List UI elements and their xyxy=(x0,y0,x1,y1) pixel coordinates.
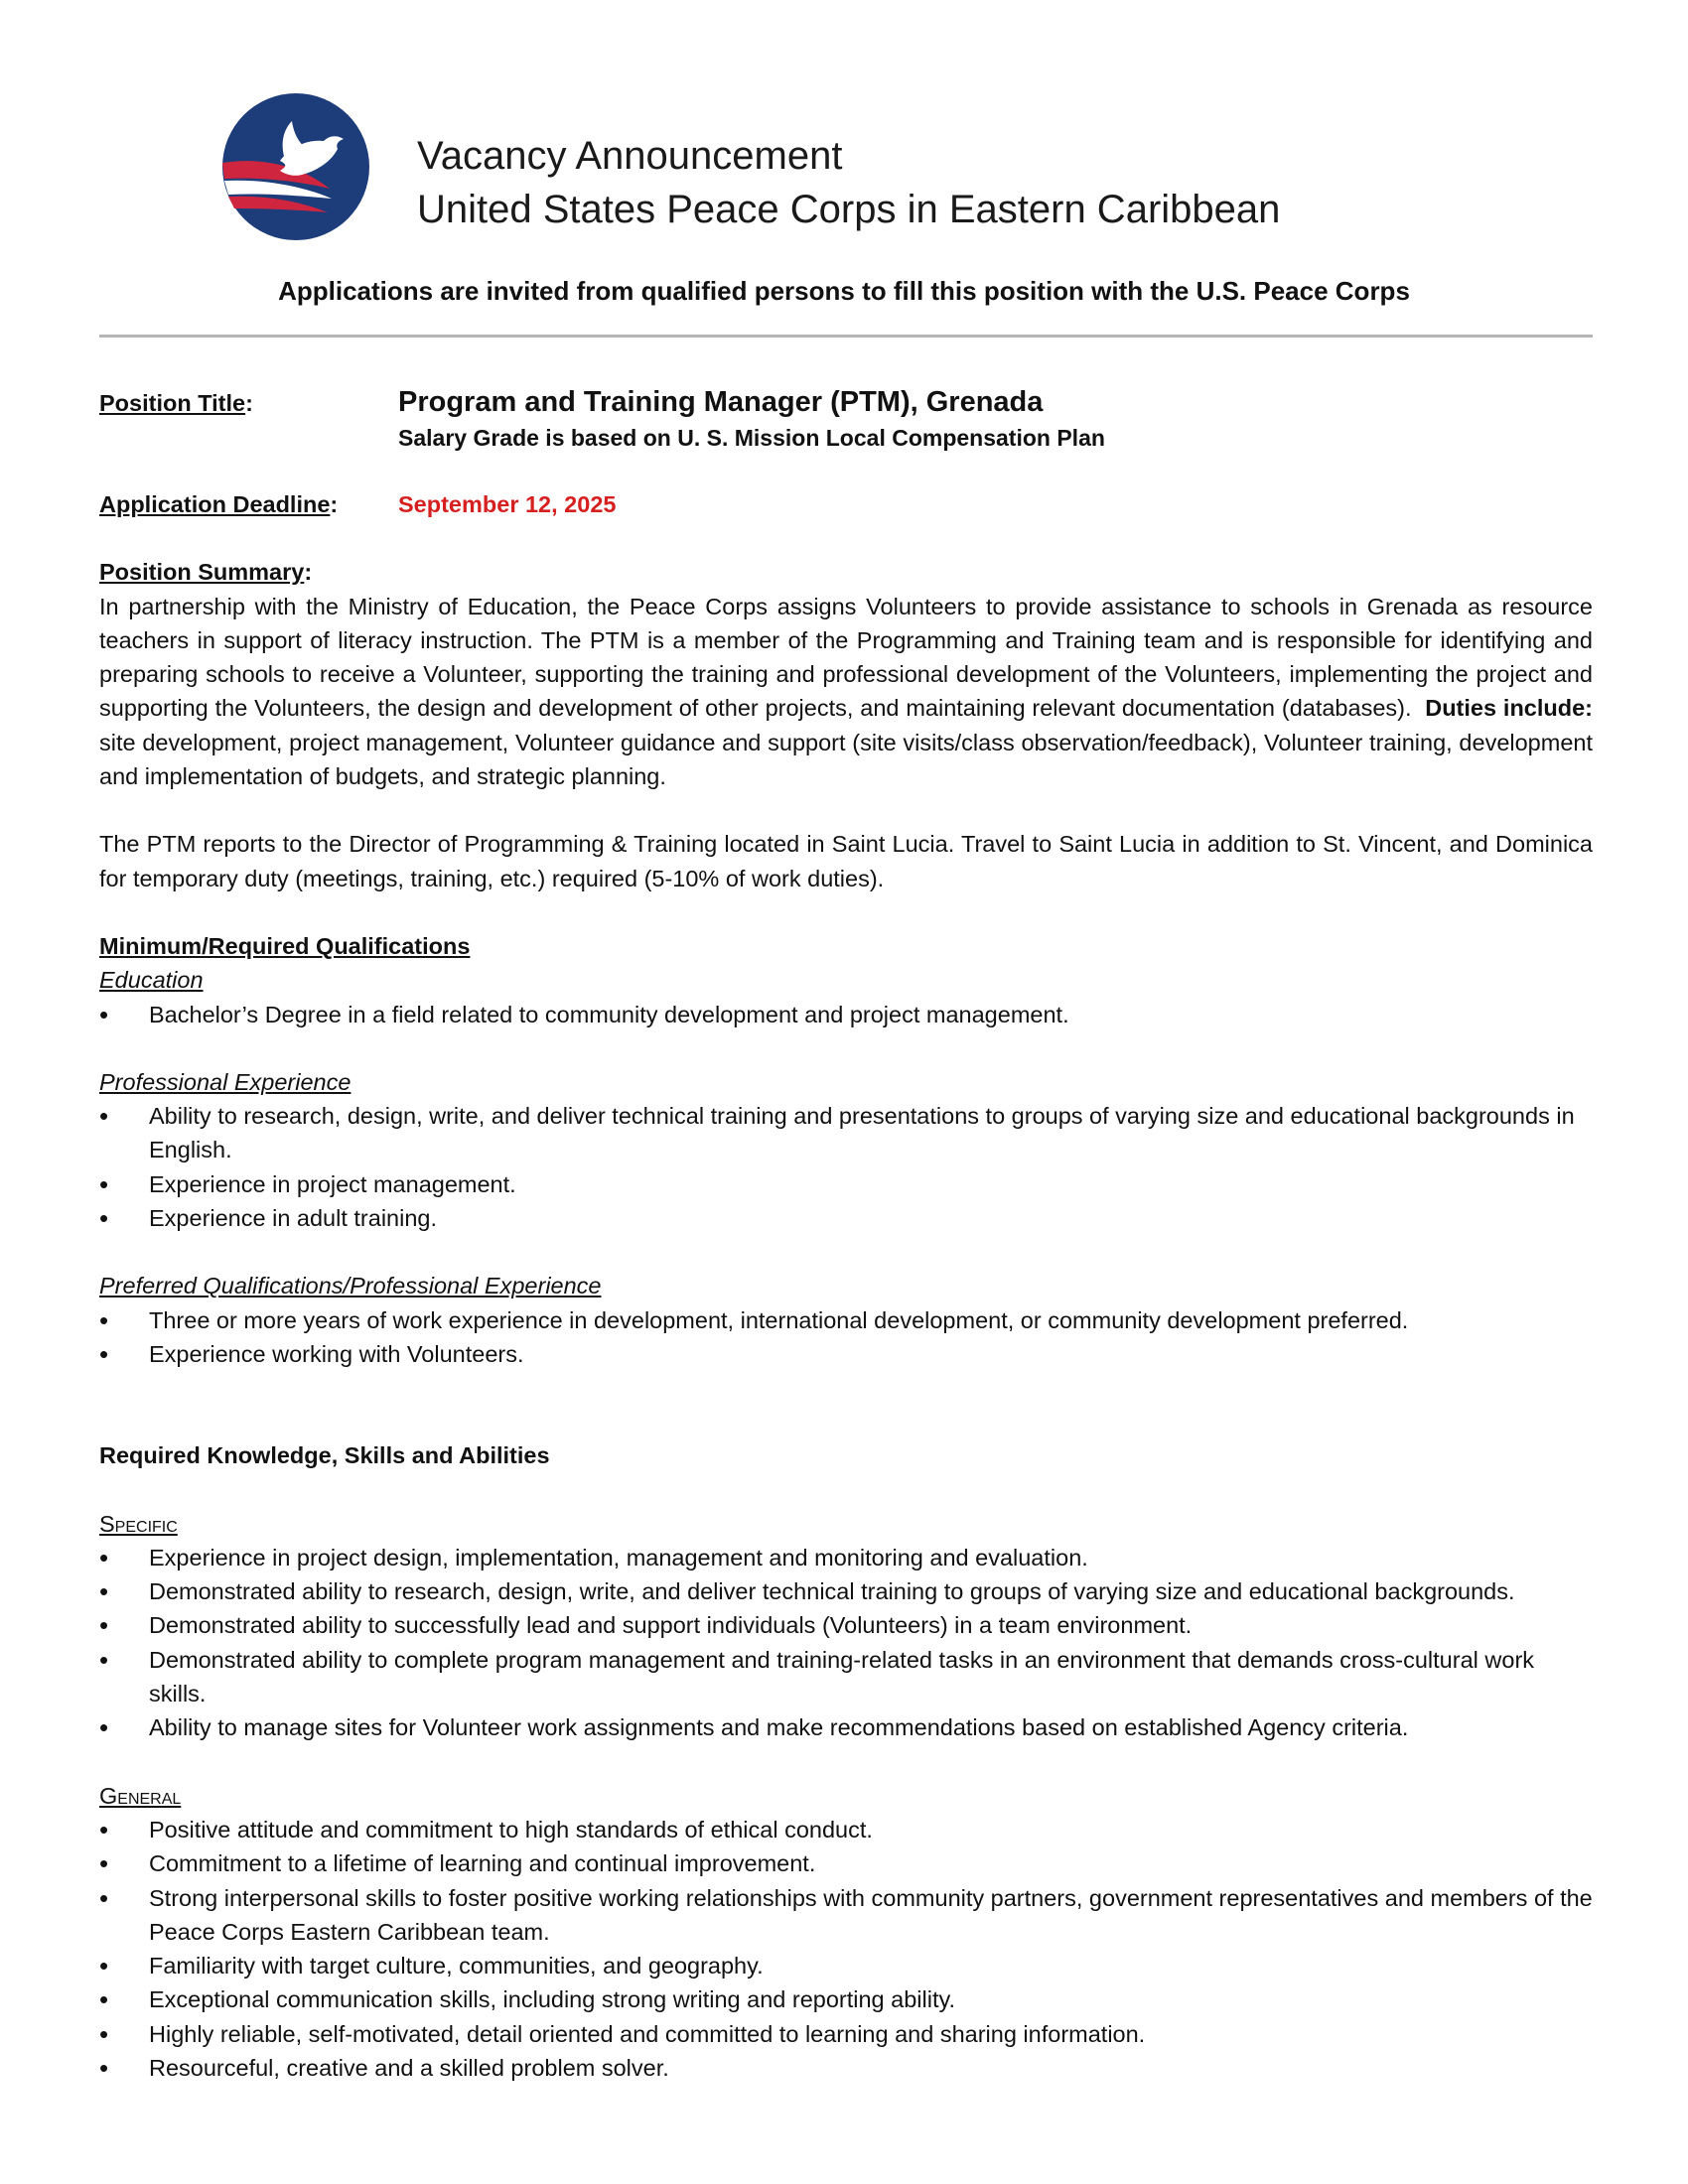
list-item: • Positive attitude and commitment to high standards of ethical conduct. xyxy=(99,1813,1593,1846)
education-subheading: Education xyxy=(99,967,204,994)
position-title-value: Program and Training Manager (PTM), Grenada xyxy=(398,386,1044,418)
invitation-text: Applications are invited from qualified persons to fill this position with the U.S. Peace Corps xyxy=(278,276,1410,306)
position-title-row: Position Title: Program and Training Manager (PTM), Grenada xyxy=(99,382,1593,422)
header-title xyxy=(417,129,1280,236)
deadline-label: Application Deadline xyxy=(99,491,331,517)
list-item: • Demonstrated ability to complete program management and training-related tasks in an environment that demands cross-cultural work skills. xyxy=(99,1643,1593,1711)
deadline-row: Application Deadline: September 12, 2025 xyxy=(99,487,1593,521)
position-summary-heading: Position Summary xyxy=(99,559,305,586)
list-item: • Exceptional communication skills, including strong writing and reporting ability. xyxy=(99,1982,1593,2016)
peace-corps-logo-icon xyxy=(220,91,371,242)
list-item: • Demonstrated ability to successfully lead and support individuals (Volunteers) in a team environment. xyxy=(99,1608,1593,1642)
summary-paragraph-2: The PTM reports to the Director of Programming & Training located in Saint Lucia. Travel to Saint Lucia in addition to St. Vincent, and Dominica for temporary duty (meetings, training, etc.) required (5-10% of work duties). xyxy=(99,831,1593,891)
list-item: • Ability to manage sites for Volunteer work assignments and make recommendations based on established Agency criteria. xyxy=(99,1710,1593,1744)
list-item: • Highly reliable, self-motivated, detail oriented and committed to learning and sharing information. xyxy=(99,2017,1593,2051)
experience-list xyxy=(99,1099,1593,1235)
list-item: • Commitment to a lifetime of learning and continual improvement. xyxy=(99,1846,1593,1880)
education-list xyxy=(99,998,1593,1031)
preferred-qualifications-subheading: Preferred Qualifications/Professional Experience xyxy=(99,1273,602,1299)
header-title-line2: United States Peace Corps in Eastern Caribbean xyxy=(417,188,1281,231)
salary-grade-note: Salary Grade is based on U. S. Mission Local Compensation Plan xyxy=(398,425,1105,451)
specific-subheading: Specific xyxy=(99,1510,178,1537)
list-item: • Three or more years of work experience in development, international development, or community development preferred. xyxy=(99,1303,1593,1337)
min-qualifications-heading: Minimum/Required Qualifications xyxy=(99,932,471,959)
document-body: Position Title: Program and Training Manager (PTM), Grenada Salary Grade is based on U. S. Mission Local Compensation Plan Application Deadline: September 12, 2025 Position Summary: In partnership with the Ministry of Education, the Peace Corps assigns Volunteers to provide assistance to schools in Grenada as resource teachers in support of literacy instruction. The PTM is a member of the Programming and Training team and is responsible for identifying and preparing schools to receive a Volunteer, supporting the training and professional development of the Volunteers, implementing the project and supporting the Volunteers, the design and development of other projects, and maintaining relevant documentation (databases). Duties include: site development, project management, Volunteer guidance and support (site visits/class observation/feedback), Volunteer training, development and implementation of budgets, and strategic planning. The PTM reports to the Director of Programming & Training located in Saint Lucia. Travel to Saint Lucia in addition to St. Vincent, and Dominica for temporary duty (meetings, training, etc.) required (5-10% of work duties). Minimum/Required Qualifications Education • Bachelor’s Degree in a field related to community development and project management. Professional Experience • Ability to research, design, write, and deliver technical training and presentations to groups of varying size and educational backgrounds in English. • Experience in project management. • Experience in adult training. Preferred Qualifications/Professional Experience • Three or more years of work experience in development, international development, or community development preferred. • Experience working with Volunteers. Required Knowledge, Skills and Abilities Specific • Experience in project design, implementation, management and monitoring and evaluation. • Demonstrated ability to research, design, write, and deliver technical training to groups of varying size and educational backgrounds. • Demonstrated ability to successfully lead and support individuals (Volunteers) in a team environment. • Demonstrated ability to complete program management and training-related tasks in an environment that demands cross-cultural work skills. • Ability to manage sites for Volunteer work assignments and make recommendations based on established Agency criteria. General • Positive attitude and commitment to high standards of ethical conduct. • Commitment to a lifetime of learning and continual improvement. • Strong interpersonal skills to foster positive working relationships with community partners, government representatives and members of the Peace Corps Eastern Caribbean team. • Familiarity with target culture, communities, and geography. • Exceptional communication skills, including strong writing and reporting ability. • Highly reliable, self-motivated, detail oriented and committed to learning and sharing information. • Resourceful, creative and a skilled problem solver. xyxy=(99,382,1593,2085)
deadline-date: September 12, 2025 xyxy=(398,491,617,517)
list-item: • Strong interpersonal skills to foster positive working relationships with community partners, government representatives and members of the Peace Corps Eastern Caribbean team. xyxy=(99,1881,1593,1950)
preferred-list xyxy=(99,1303,1593,1372)
list-item: • Experience in project design, implementation, management and monitoring and evaluation. xyxy=(99,1541,1593,1574)
specific-list xyxy=(99,1541,1593,1745)
list-item: • Ability to research, design, write, and deliver technical training and presentations to groups of varying size and educational backgrounds in English. xyxy=(99,1099,1593,1167)
list-item: • Experience working with Volunteers. xyxy=(99,1337,1593,1371)
list-item: • Experience in adult training. xyxy=(99,1201,1593,1235)
duties-label: Duties include: xyxy=(1425,695,1594,722)
list-item: • Experience in project management. xyxy=(99,1167,1593,1201)
ksa-heading: Required Knowledge, Skills and Abilities xyxy=(99,1442,550,1469)
summary-text-b: site development, project management, Volunteer guidance and support (site visits/class observation/feedback), Volunteer training, development and implementation of budgets, and strategic planning. xyxy=(99,729,1593,790)
general-subheading: General xyxy=(99,1782,182,1809)
list-item: • Bachelor’s Degree in a field related to community development and project management. xyxy=(99,998,1593,1031)
general-list xyxy=(99,1813,1593,2085)
summary-paragraph-1 xyxy=(99,590,1593,794)
summary-text-a: In partnership with the Ministry of Education, the Peace Corps assigns Volunteers to provide assistance to schools in Grenada as resource teachers in support of literacy instruction. The PTM is a member of the Programming and Training team and is responsible for identifying and preparing schools to receive a Volunteer, supporting the training and professional development of the Volunteers, implementing the project and supporting the Volunteers, the design and development of other projects, and maintaining relevant documentation (databases). xyxy=(99,593,1593,722)
header-divider xyxy=(99,335,1593,338)
position-title-label: Position Title xyxy=(99,390,246,416)
list-item: • Resourceful, creative and a skilled problem solver. xyxy=(99,2051,1593,2085)
professional-experience-subheading: Professional Experience xyxy=(99,1068,352,1095)
list-item: • Demonstrated ability to research, design, write, and deliver technical training to groups of varying size and educational backgrounds. xyxy=(99,1574,1593,1608)
list-item: • Familiarity with target culture, communities, and geography. xyxy=(99,1949,1593,1982)
header-title-line1: Vacancy Announcement xyxy=(417,134,843,178)
